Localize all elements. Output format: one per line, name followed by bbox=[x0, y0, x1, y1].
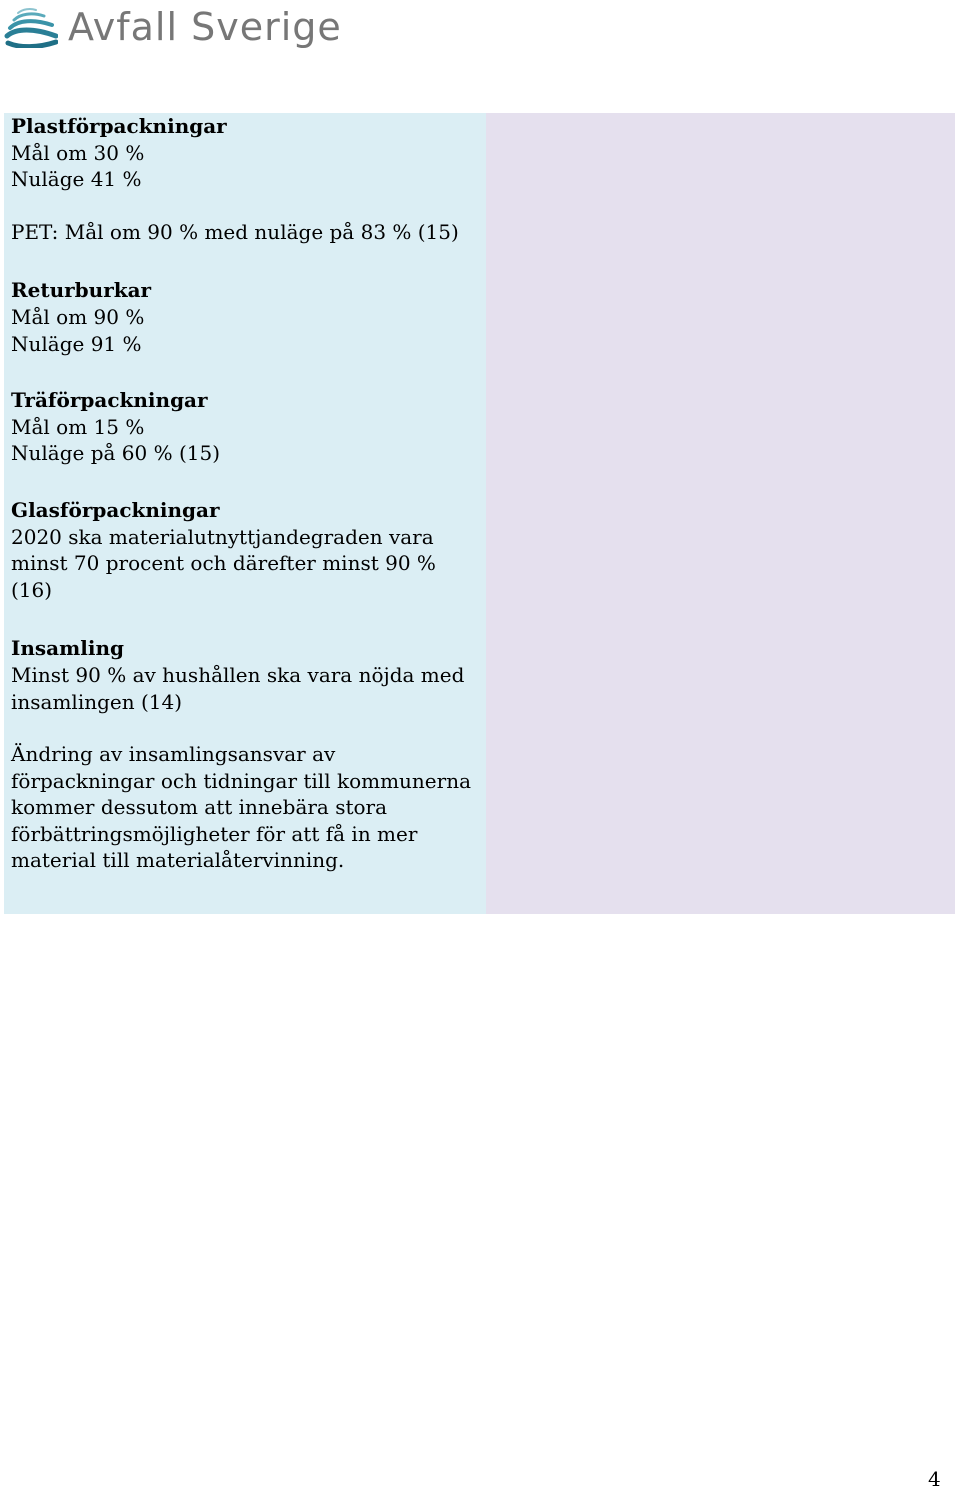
page-header bbox=[0, 0, 420, 56]
status-line: Nuläge 91 % bbox=[11, 331, 142, 356]
section-andring bbox=[11, 741, 483, 874]
body-line: kommer dessutom att innebära stora bbox=[11, 795, 388, 820]
section-traforpackningar bbox=[11, 387, 483, 467]
section-title: Glasförpackningar bbox=[11, 497, 220, 522]
goal-line: Mål om 30 % bbox=[11, 140, 145, 165]
body-line: material till materialåtervinning. bbox=[11, 848, 345, 873]
goal-line: Mål om 15 % bbox=[11, 414, 145, 439]
body-line: förpackningar och tidningar till kommunerna bbox=[11, 768, 472, 793]
section-title: Returburkar bbox=[11, 278, 152, 303]
section-pet bbox=[11, 219, 483, 246]
section-title: Insamling bbox=[11, 636, 124, 661]
section-plastforpackningar bbox=[11, 113, 483, 193]
section-glasforpackningar bbox=[11, 497, 483, 603]
status-line: Nuläge på 60 % (15) bbox=[11, 441, 221, 466]
pet-line: PET: Mål om 90 % med nuläge på 83 % (15) bbox=[11, 219, 459, 244]
body-line: förbättringsmöjligheter för att få in mer bbox=[11, 821, 418, 846]
section-insamling bbox=[11, 635, 483, 715]
right-empty-panel bbox=[486, 113, 955, 914]
section-title: Träförpackningar bbox=[11, 388, 208, 413]
section-returburkar bbox=[11, 277, 483, 357]
status-line: Nuläge 41 % bbox=[11, 167, 142, 192]
body-line: 2020 ska materialutnyttjandegraden vara bbox=[11, 524, 434, 549]
brand-logo-text: Avfall Sverige bbox=[68, 5, 342, 49]
body-line: insamlingen (14) bbox=[11, 689, 183, 714]
body-line: minst 70 procent och därefter minst 90 % bbox=[11, 551, 436, 576]
packaging-goals-text bbox=[11, 113, 483, 874]
body-line: Ändring av insamlingsansvar av bbox=[11, 742, 336, 767]
wave-logo-icon bbox=[4, 6, 58, 48]
section-title: Plastförpackningar bbox=[11, 114, 227, 138]
page-number: 4 bbox=[928, 1467, 941, 1491]
body-line: Minst 90 % av hushållen ska vara nöjda med bbox=[11, 662, 465, 687]
body-line: (16) bbox=[11, 577, 53, 602]
goal-line: Mål om 90 % bbox=[11, 304, 145, 329]
